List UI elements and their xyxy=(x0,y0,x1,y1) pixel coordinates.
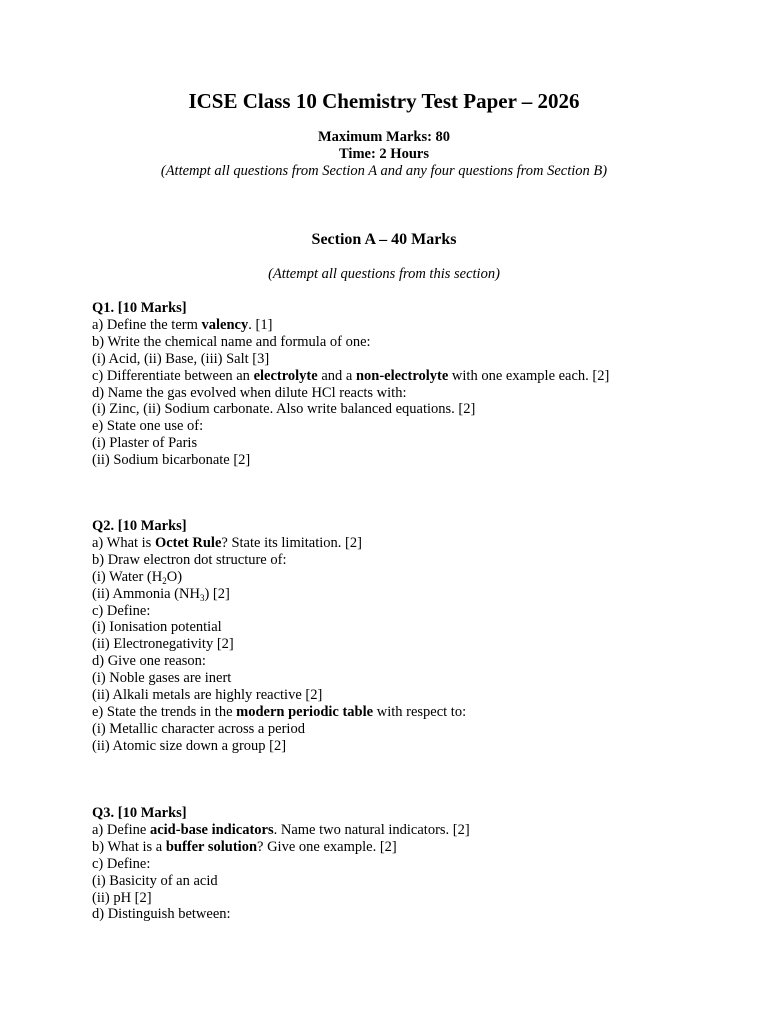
text: ) [2] xyxy=(204,585,230,602)
key-term: valency xyxy=(201,316,249,333)
question-heading: Q3. [10 Marks] xyxy=(92,805,187,821)
text: e) State the trends in the xyxy=(92,703,237,720)
question-part xyxy=(92,704,712,721)
text: (ii) Ammonia (NH xyxy=(92,585,200,602)
text: a) Define the term xyxy=(92,316,202,333)
question-part: d) Distinguish between: xyxy=(92,906,231,923)
question-subpart: (ii) Alkali metals are highly reactive [2] xyxy=(92,687,323,704)
question-part xyxy=(92,368,712,385)
question-1 xyxy=(92,300,712,469)
text: a) What is xyxy=(92,534,155,551)
question-2 xyxy=(92,518,712,755)
question-part xyxy=(92,317,712,334)
question-part: b) Draw electron dot structure of: xyxy=(92,551,287,568)
question-subpart: (ii) pH [2] xyxy=(92,889,152,906)
general-instruction: (Attempt all questions from Section A and any four questions from Section B) xyxy=(160,163,608,179)
section-a-note: (Attempt all questions from this section) xyxy=(268,266,500,282)
question-part: c) Define: xyxy=(92,855,151,872)
key-term: Octet Rule xyxy=(154,534,222,551)
key-term: electrolyte xyxy=(253,367,318,384)
question-part: d) Give one reason: xyxy=(92,653,206,670)
key-term: non-electrolyte xyxy=(355,367,449,384)
paper-title: ICSE Class 10 Chemistry Test Paper – 2026 xyxy=(188,89,580,113)
question-heading: Q2. [10 Marks] xyxy=(92,518,187,534)
question-part xyxy=(92,822,712,839)
question-heading: Q1. [10 Marks] xyxy=(92,300,187,316)
text: (i) Water (H xyxy=(92,568,163,585)
question-part: d) Name the gas evolved when dilute HCl reacts with: xyxy=(92,384,407,401)
question-subpart: (ii) Atomic size down a group [2] xyxy=(92,737,287,754)
question-part xyxy=(92,839,712,856)
text: c) Differentiate between an xyxy=(92,367,254,384)
time-allowed: Time: 2 Hours xyxy=(339,146,429,162)
section-a-title: Section A – 40 Marks xyxy=(311,231,457,248)
question-part: b) Write the chemical name and formula of one: xyxy=(92,333,371,350)
question-subpart: (ii) Sodium bicarbonate [2] xyxy=(92,452,251,469)
text: O) xyxy=(166,568,183,585)
text: ? State its limitation. [2] xyxy=(221,534,362,551)
question-subpart xyxy=(92,586,712,603)
max-marks: Maximum Marks: 80 xyxy=(317,129,451,145)
key-term: modern periodic table xyxy=(236,703,374,720)
question-subpart: (i) Zinc, (ii) Sodium carbonate. Also write balanced equations. [2] xyxy=(92,401,476,418)
text: . [1] xyxy=(248,316,273,333)
question-subpart: (i) Plaster of Paris xyxy=(92,435,198,452)
question-part: c) Define: xyxy=(92,602,151,619)
question-subpart: (i) Basicity of an acid xyxy=(92,872,218,889)
question-3 xyxy=(92,805,712,923)
text: and a xyxy=(317,367,356,384)
text: a) Define xyxy=(92,821,150,838)
question-subpart: (i) Acid, (ii) Base, (iii) Salt [3] xyxy=(92,350,270,367)
question-subpart: (i) Metallic character across a period xyxy=(92,720,305,737)
text: with respect to: xyxy=(373,703,467,720)
subscript: 2 xyxy=(162,575,167,586)
text: . Name two natural indicators. [2] xyxy=(273,821,470,838)
subscript: 3 xyxy=(199,592,205,603)
question-subpart xyxy=(92,569,712,586)
key-term: acid-base indicators xyxy=(149,821,274,838)
question-part: e) State one use of: xyxy=(92,418,204,435)
text: b) What is a xyxy=(92,838,166,855)
question-subpart: (i) Noble gases are inert xyxy=(92,670,232,687)
text: with one example each. [2] xyxy=(448,367,610,384)
key-term: buffer solution xyxy=(165,838,258,855)
question-part xyxy=(92,535,712,552)
text: ? Give one example. [2] xyxy=(257,838,397,855)
question-subpart: (i) Ionisation potential xyxy=(92,619,222,636)
question-subpart: (ii) Electronegativity [2] xyxy=(92,636,234,653)
